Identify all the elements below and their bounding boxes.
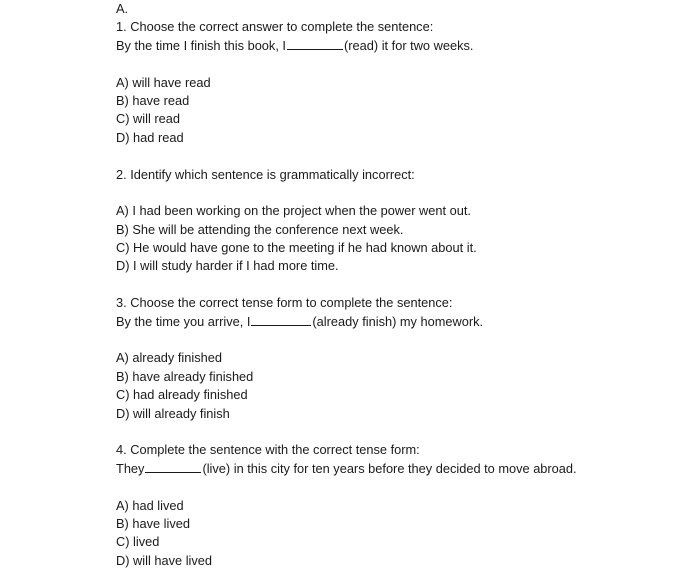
question-1-option-a: A) will have read	[116, 74, 211, 90]
spacer	[116, 184, 676, 202]
question-4-option-a: A) had lived	[116, 497, 184, 513]
spacer	[116, 276, 676, 294]
question-1-sentence-before: By the time I finish this book, I	[116, 37, 286, 53]
question-1-option-b: B) have read	[116, 92, 190, 108]
question-1-prompt: 1. Choose the correct answer to complete the sentence:	[116, 19, 434, 35]
spacer	[116, 55, 676, 73]
question-1-blank	[287, 38, 343, 50]
question-4-blank	[145, 461, 201, 473]
question-3-blank	[251, 314, 311, 326]
question-1-option-c: C) will read	[116, 111, 180, 127]
question-3-option-b: B) have already finished	[116, 368, 254, 384]
question-4-sentence-before: They	[116, 460, 145, 476]
question-4-prompt: 4. Complete the sentence with the correct tense form:	[116, 442, 420, 458]
question-2-option-b: B) She will be attending the conference next week.	[116, 221, 404, 237]
question-2-option-c: C) He would have gone to the meeting if he had known about it.	[116, 240, 477, 256]
spacer	[116, 331, 676, 349]
question-3-sentence-after: (already finish) my homework.	[312, 313, 484, 329]
spacer	[116, 478, 676, 496]
section-label: A.	[116, 1, 129, 16]
spacer	[116, 423, 676, 441]
question-2-option-a: A) I had been working on the project when the power went out.	[116, 203, 471, 219]
question-1-sentence	[116, 37, 676, 55]
question-3-sentence-before: By the time you arrive, I	[116, 313, 251, 329]
question-4-option-d: D) will have lived	[116, 552, 213, 568]
question-4-sentence-after: (live) in this city for ten years before they decided to move abroad.	[202, 460, 577, 476]
question-1-option-d: D) had read	[116, 129, 184, 145]
question-3-option-c: C) had already finished	[116, 387, 248, 403]
question-2-option-d: D) I will study harder if I had more time.	[116, 258, 339, 274]
spacer	[116, 147, 676, 165]
question-4-sentence	[116, 460, 676, 478]
question-3-prompt: 3. Choose the correct tense form to complete the sentence:	[116, 295, 453, 311]
worksheet	[116, 0, 676, 570]
question-3-sentence	[116, 313, 676, 331]
question-2-prompt: 2. Identify which sentence is grammatically incorrect:	[116, 166, 415, 182]
question-3-option-d: D) will already finish	[116, 405, 230, 421]
question-4-option-c: C) lived	[116, 534, 160, 550]
question-3-option-a: A) already finished	[116, 350, 222, 366]
question-4-option-b: B) have lived	[116, 515, 190, 531]
question-1-sentence-after: (read) it for two weeks.	[344, 37, 474, 53]
